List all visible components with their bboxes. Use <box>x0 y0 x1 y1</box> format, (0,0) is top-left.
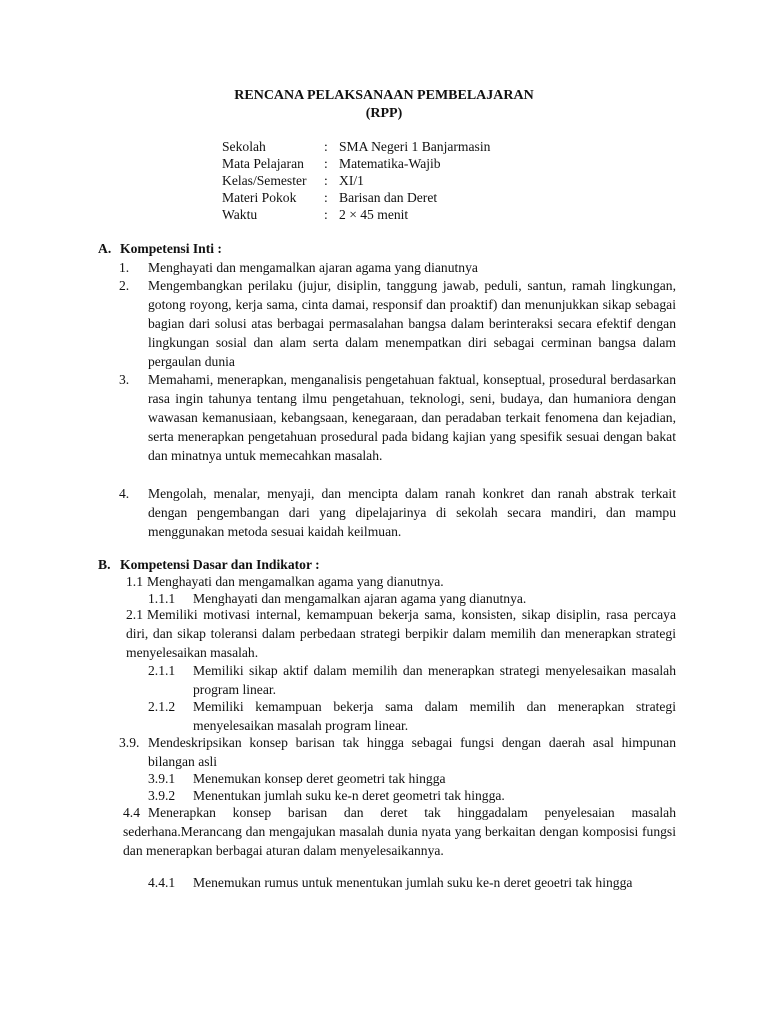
kompetensi-inti-item <box>119 484 676 541</box>
kd-number: 1.1 <box>126 574 143 589</box>
indicator-number: 3.9.2 <box>148 788 176 803</box>
indicator-text: Menemukan rumus untuk menentukan jumlah suku ke-n deret geoetri tak hingga <box>193 875 633 890</box>
indicator-number: 3.9.1 <box>148 771 176 786</box>
indicator-number: 1.1.1 <box>148 591 176 606</box>
kompetensi-dasar-item <box>123 803 676 860</box>
kd-number: 4.4 <box>123 805 140 820</box>
kompetensi-dasar-item <box>119 733 676 771</box>
indicator-text: Menemukan konsep deret geometri tak hingga <box>193 771 446 786</box>
item-text: Memahami, menerapkan, menganalisis pengetahuan faktual, konseptual, prosedural berdasarkan rasa ingin tahunya tentang ilmu pengetahuan, teknologi, seni, budaya, dan humaniora dengan wawasan kemanusiaan, kebangsaan, kenegaraan, dan peradaban terkait fenomena dan kejadian, serta menerapkan pengetahuan prosedural pada bidang kajian yang spesifik sesuai dengan bakat dan minatnya untuk memecahkan masalah. <box>148 372 676 463</box>
meta-value: Barisan dan Deret <box>339 190 438 205</box>
meta-colon: : <box>324 139 328 154</box>
section-a-heading <box>98 239 222 258</box>
meta-row-materi-pokok <box>222 189 490 206</box>
kompetensi-inti-item <box>119 276 676 371</box>
document-title: RENCANA PELAKSANAAN PEMBELAJARAN <box>234 88 534 103</box>
meta-row-waktu <box>222 206 490 223</box>
item-text: Mengolah, menalar, menyaji, dan mencipta dalam ranah konkret dan ranah abstrak terkait dengan pengembangan dari yang dipelajarinya di sekolah secara mandiri, dan mampu menggunakan metoda sesuai kaidah keilmuan. <box>148 486 676 539</box>
item-number: 4. <box>119 486 130 501</box>
meta-value: SMA Negeri 1 Banjarmasin <box>339 139 491 154</box>
meta-colon: : <box>324 173 328 188</box>
kompetensi-inti-item <box>119 258 676 277</box>
meta-value: Matematika-Wajib <box>339 156 441 171</box>
meta-colon: : <box>324 207 328 222</box>
meta-row-mata-pelajaran <box>222 155 490 172</box>
indicator-text: Memiliki sikap aktif dalam memilih dan menerapkan strategi menyelesaikan masalah program linear. <box>193 663 676 697</box>
kd-text: Menghayati dan mengamalkan agama yang dianutnya. <box>147 574 444 589</box>
section-heading-text: Kompetensi Dasar dan Indikator : <box>120 557 320 572</box>
indicator-item <box>148 697 676 735</box>
item-number: 3. <box>119 372 130 387</box>
meta-label: Sekolah <box>222 139 266 154</box>
meta-label: Kelas/Semester <box>222 173 307 188</box>
item-text: Mengembangkan perilaku (jujur, disiplin, tanggung jawab, peduli, santun, ramah lingkungan, gotong royong, kerja sama, cinta damai, responsif dan proaktif) dan menunjukkan sikap sebagai bagian dari solusi atas berbagai permasalahan bangsa dalam berinteraksi secara efektif dengan lingkungan sosial dan alam serta dalam menempatkan diri sebagai cerminan bangsa dalam pergaulan dunia <box>148 278 676 369</box>
indicator-item <box>148 661 676 699</box>
document-subtitle: (RPP) <box>365 106 403 121</box>
kd-text: Memiliki motivasi internal, kemampuan bekerja sama, konsisten, sikap disiplin, rasa percaya diri, dan sikap toleransi dalam perbedaan strategi berpikir dalam memilih dan menerapkan strategi menyelesaikan masalah. <box>126 607 676 660</box>
indicator-number: 2.1.2 <box>148 699 176 714</box>
meta-colon: : <box>324 190 328 205</box>
meta-row-sekolah <box>222 138 490 155</box>
indicator-text: Memiliki kemampuan bekerja sama dalam memilih dan menerapkan strategi menyelesaikan masalah program linear. <box>193 699 676 733</box>
kompetensi-dasar-item <box>126 605 676 662</box>
kd-text: Menerapkan konsep barisan dan deret tak hinggadalam penyelesaian masalah sederhana.Merancang dan mengajukan masalah dunia nyata yang berkaitan dengan komposisi fungsi dan menerapkan berbagai aturan dalam menyelesaikannya. <box>123 805 676 858</box>
indicator-number: 4.4.1 <box>148 875 176 890</box>
meta-label: Materi Pokok <box>222 190 297 205</box>
meta-value: XI/1 <box>339 173 364 188</box>
item-number: 2. <box>119 278 130 293</box>
section-letter: A. <box>98 241 112 256</box>
section-letter: B. <box>98 557 111 572</box>
indicator-number: 2.1.1 <box>148 663 176 678</box>
indicator-text: Menghayati dan mengamalkan ajaran agama yang dianutnya. <box>193 591 527 606</box>
indicator-text: Menentukan jumlah suku ke-n deret geometri tak hingga. <box>193 788 505 803</box>
section-heading-text: Kompetensi Inti : <box>120 241 222 256</box>
kompetensi-inti-item <box>119 370 676 465</box>
kd-text: Mendeskripsikan konsep barisan tak hingga sebagai fungsi dengan daerah asal himpunan bilangan asli <box>148 735 676 769</box>
kd-number: 2.1 <box>126 607 143 622</box>
meta-table <box>222 138 490 223</box>
item-number: 1. <box>119 260 130 275</box>
meta-colon: : <box>324 156 328 171</box>
meta-value: 2 × 45 menit <box>339 207 409 222</box>
item-text: Menghayati dan mengamalkan ajaran agama yang dianutnya <box>148 260 478 275</box>
meta-row-kelas-semester <box>222 172 490 189</box>
meta-label: Mata Pelajaran <box>222 156 304 171</box>
kd-number: 3.9. <box>119 735 140 750</box>
meta-label: Waktu <box>222 207 258 222</box>
indicator-item <box>148 873 676 892</box>
